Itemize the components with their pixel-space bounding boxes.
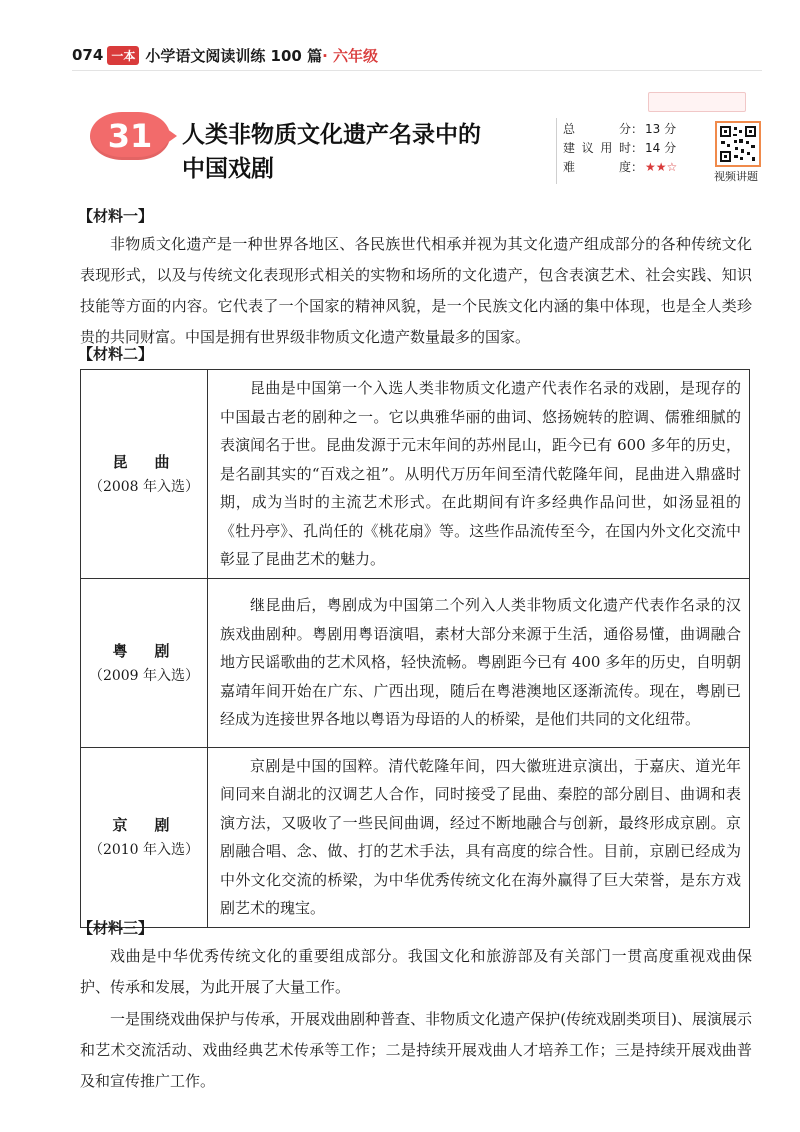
score-value: 13 分 <box>645 122 677 136</box>
lesson-info <box>563 120 711 182</box>
table-row-jingju <box>81 747 750 927</box>
qr-code-icon[interactable] <box>715 121 761 167</box>
opera-desc: 继昆曲后，粤剧成为中国第二个列入人类非物质文化遗产代表作名录的汉族戏曲剧种。粤剧用粤语演唱，素材大部分来源于生活，通俗易懂，曲调融合地方民谣歌曲的艺术风格，轻快流畅。粤剧距今已有 400 多年的历史，自明朝嘉靖年间开始在广东、广西出现，随后在粤港澳地区逐渐流传。现在，粤剧已经成为连接世界各地以粤语为母语的人的桥梁，是他们共同的文化纽带。 <box>220 596 741 729</box>
material-1-label: 【材料一】 <box>78 207 154 225</box>
opera-name: 昆 曲 <box>112 452 176 471</box>
opera-name: 粤 剧 <box>112 641 176 660</box>
decorative-tab <box>648 92 746 112</box>
opera-table <box>80 369 750 928</box>
time-value: 14 分 <box>645 141 677 155</box>
difficulty-stars: ★★☆ <box>645 160 678 174</box>
opera-name-cell <box>81 370 208 579</box>
time-row: 建议用时 ： 14 分 <box>563 139 711 158</box>
qr-caption: 视频讲题 <box>714 170 758 183</box>
opera-desc-cell <box>208 747 750 927</box>
lesson-number-badge: 31 <box>90 112 170 160</box>
table-row-yueju <box>81 578 750 747</box>
material-2-label: 【材料二】 <box>78 345 154 363</box>
grade-label: · 六年级 <box>322 46 379 65</box>
difficulty-row: 难 度 ： ★★☆ <box>563 158 711 177</box>
table-row-kunqu <box>81 370 750 579</box>
opera-year: （2010 年入选） <box>88 842 200 858</box>
score-label: 总 分 <box>563 122 631 136</box>
info-divider <box>556 118 557 184</box>
opera-name-cell <box>81 747 208 927</box>
material-3-label: 【材料三】 <box>78 919 154 937</box>
material-3-para-1: 戏曲是中华优秀传统文化的重要组成部分。我国文化和旅游部及有关部门一贯高度重视戏曲保护、传承和发展，为此开展了大量工作。 <box>80 947 752 996</box>
lesson-badge-tail <box>163 126 177 146</box>
page-header <box>72 40 762 71</box>
opera-desc: 昆曲是中国第一个入选人类非物质文化遗产代表作名录的戏剧，是现存的中国最古老的剧种之一。它以典雅华丽的曲词、悠扬婉转的腔调、儒雅细腻的表演闻名于世。昆曲发源于元末年间的苏州昆山，距今已有 600 多年的历史，是名副其实的“百戏之祖”。从明代万历年间至清代乾隆年间，昆曲进入鼎盛时期，成为当时的主流艺术形式。在此期间有许多经典作品问世，如汤显祖的《牡丹亭》、孔尚任的《桃花扇》等。这些作品流传至今，在国内外文化交流中彰显了昆曲艺术的魅力。 <box>220 379 741 568</box>
difficulty-label: 难 度 <box>563 160 631 174</box>
brand-badge: 一本 <box>107 46 139 65</box>
opera-name: 京 剧 <box>112 816 176 834</box>
title-line-1: 人类非物质文化遗产名录中的 <box>182 122 481 148</box>
opera-name-cell <box>81 578 208 747</box>
lesson-title <box>182 118 562 186</box>
opera-year: （2008 年入选） <box>88 478 200 495</box>
score-row: 总 分 ： 13 分 <box>563 120 711 139</box>
material-1-text: 非物质文化遗产是一种世界各地区、各民族世代相承并视为其文化遗产组成部分的各种传统文化表现形式，以及与传统文化表现形式相关的实物和场所的文化遗产，包含表演艺术、社会实践、知识技能等方面的内容。它代表了一个国家的精神风貌，是一个民族文化内涵的集中体现，也是全人类珍贵的共同财富。中国是拥有世界级非物质文化遗产数量最多的国家。 <box>80 235 752 346</box>
opera-desc: 京剧是中国的国粹。清代乾隆年间，四大徽班进京演出，于嘉庆、道光年间同来自湖北的汉调艺人合作，同时接受了昆曲、秦腔的部分剧目、曲调和表演方法，又吸收了一些民间曲调，经过不断地融合与创新，最终形成京剧。京剧融合唱、念、做、打的艺术手法，具有高度的综合性。目前，京剧已经成为中外文化交流的桥梁，为中华优秀传统文化在海外赢得了巨大荣誉，是东方戏剧艺术的瑰宝。 <box>220 756 741 917</box>
page-number: 074 <box>72 46 104 64</box>
opera-desc-cell <box>208 578 750 747</box>
time-label: 建议用时 <box>563 141 631 155</box>
material-3-para-2: 一是围绕戏曲保护与传承，开展戏曲剧种普查、非物质文化遗产保护(传统戏剧类项目)、展演展示和艺术交流活动、戏曲经典艺术传承等工作；二是持续开展戏曲人才培养工作；三是持续开展戏曲普及和宣传推广工作。 <box>80 1010 752 1090</box>
opera-year: （2009 年入选） <box>88 667 200 684</box>
opera-desc-cell <box>208 370 750 579</box>
title-line-2: 中国戏剧 <box>182 156 274 182</box>
book-title: 小学语文阅读训练 100 篇 <box>145 46 323 65</box>
